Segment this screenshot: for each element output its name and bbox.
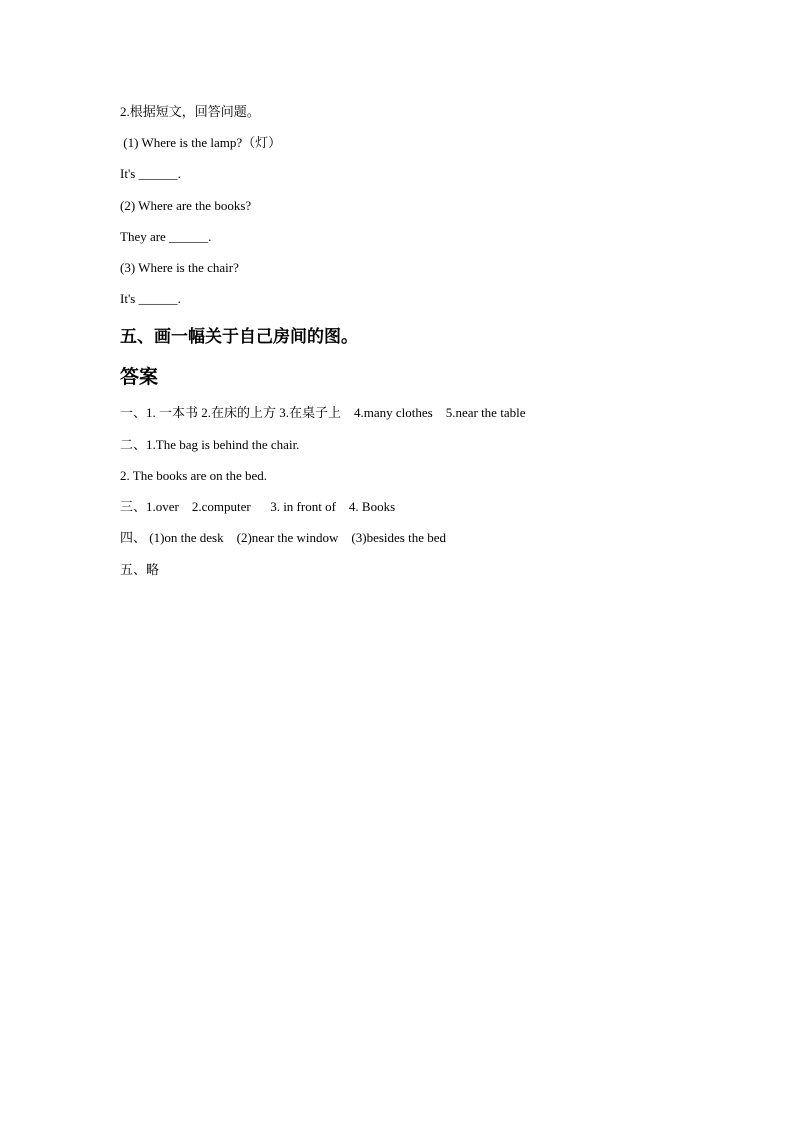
question-2-q1: (1) Where is the lamp?（灯）	[120, 135, 282, 150]
section-5-heading: 五、画一幅关于自己房间的图。	[120, 327, 358, 347]
answer-line-6: 五、略	[120, 562, 160, 577]
question-2-a2: They are ______.	[120, 229, 212, 244]
question-2-a1: It's ______.	[120, 166, 181, 181]
answer-line-1: 一、1. 一本书 2.在床的上方 3.在桌子上 4.many clothes 5.near the table	[120, 405, 526, 420]
question-2-q2: (2) Where are the books?	[120, 198, 252, 213]
answer-line-5: 四、 (1)on the desk (2)near the window (3)besides the bed	[120, 530, 446, 545]
question-2-q3: (3) Where is the chair?	[120, 260, 239, 275]
answer-line-2: 二、1.The bag is behind the chair.	[120, 437, 300, 452]
answer-line-4: 三、1.over 2.computer 3. in front of 4. Books	[120, 499, 396, 514]
question-2-a3: It's ______.	[120, 291, 181, 306]
question-2-title: 2.根据短文，回答问题。	[120, 104, 260, 119]
answers-heading: 答案	[120, 366, 159, 388]
answer-line-3: 2. The books are on the bed.	[120, 468, 268, 483]
